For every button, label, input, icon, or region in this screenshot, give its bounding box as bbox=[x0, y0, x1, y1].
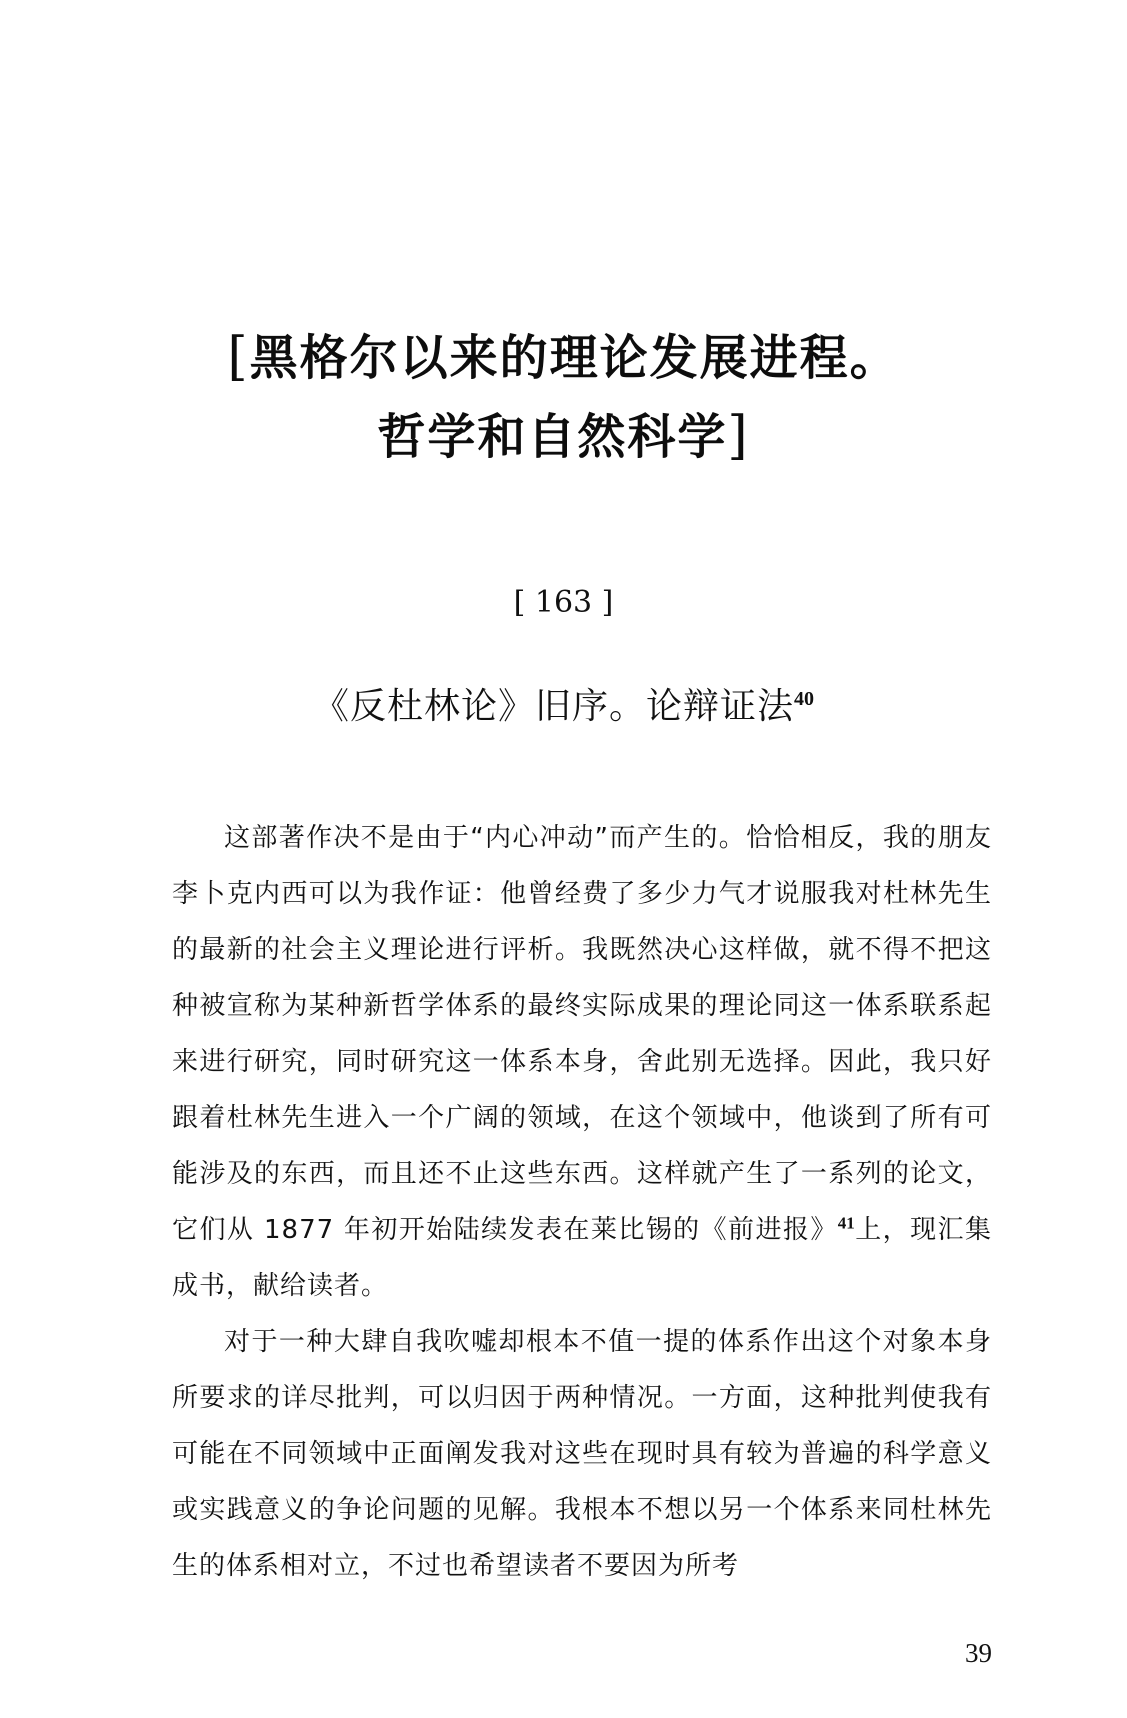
article-number: [ 163 ] bbox=[513, 585, 614, 620]
paragraph-1 bbox=[172, 810, 992, 1314]
section-title-text-1: 黑格尔以来的理论发展进程。 bbox=[249, 330, 900, 386]
paragraph-1-text-a: 这部著作决不是由于“内心冲动”而产生的。恰恰相反，我的朋友李卜克内西可以为我作证：他曾经费了多少力气才说服我对杜林先生的最新的社会主义理论进行评析。我既然决心这样做，就不得不把这种被宣称为某种新哲学体系的最终实际成果的理论同这一体系联系起来进行研究，同时研究这一体系本身，舍此别无选择。因此，我只好跟着杜林先生进入一个广阔的领域，在这个领域中，他谈到了所有可能涉及的东西，而且还不止这些东西。这样就产生了一系列的论文，它们从 1877 年初开始陆续发表在莱比锡的《前进报》 bbox=[172, 823, 992, 1245]
paragraph-2: 对于一种大肆自我吹嘘却根本不值一提的体系作出这个对象本身所要求的详尽批判，可以归因于两种情况。一方面，这种批判使我有可能在不同领域中正面阐发我对这些在现时具有较为普遍的科学意义或实践意义的争论问题的见解。我根本不想以另一个体系来同杜林先生的体系相对立，不过也希望读者不要因为所考 bbox=[172, 1327, 992, 1581]
section-title-text-2: 哲学和自然科学 bbox=[377, 409, 728, 465]
close-bracket: ] bbox=[727, 406, 750, 466]
section-title-line-2 bbox=[0, 397, 1127, 476]
article-title-note: 40 bbox=[794, 688, 814, 710]
section-title bbox=[0, 318, 1127, 476]
page-number: 39 bbox=[965, 1638, 992, 1668]
paragraph-1-text-b: 上，现汇集成书，献给读者。 bbox=[172, 1215, 992, 1301]
body-text bbox=[172, 810, 992, 1594]
article-title bbox=[0, 675, 1127, 731]
section-title-line-1 bbox=[0, 318, 1127, 397]
open-bracket: [ bbox=[227, 327, 250, 387]
paragraph-1-note: 41 bbox=[837, 1213, 855, 1233]
article-title-text: 《反杜林论》旧序。论辩证法 bbox=[312, 686, 794, 727]
